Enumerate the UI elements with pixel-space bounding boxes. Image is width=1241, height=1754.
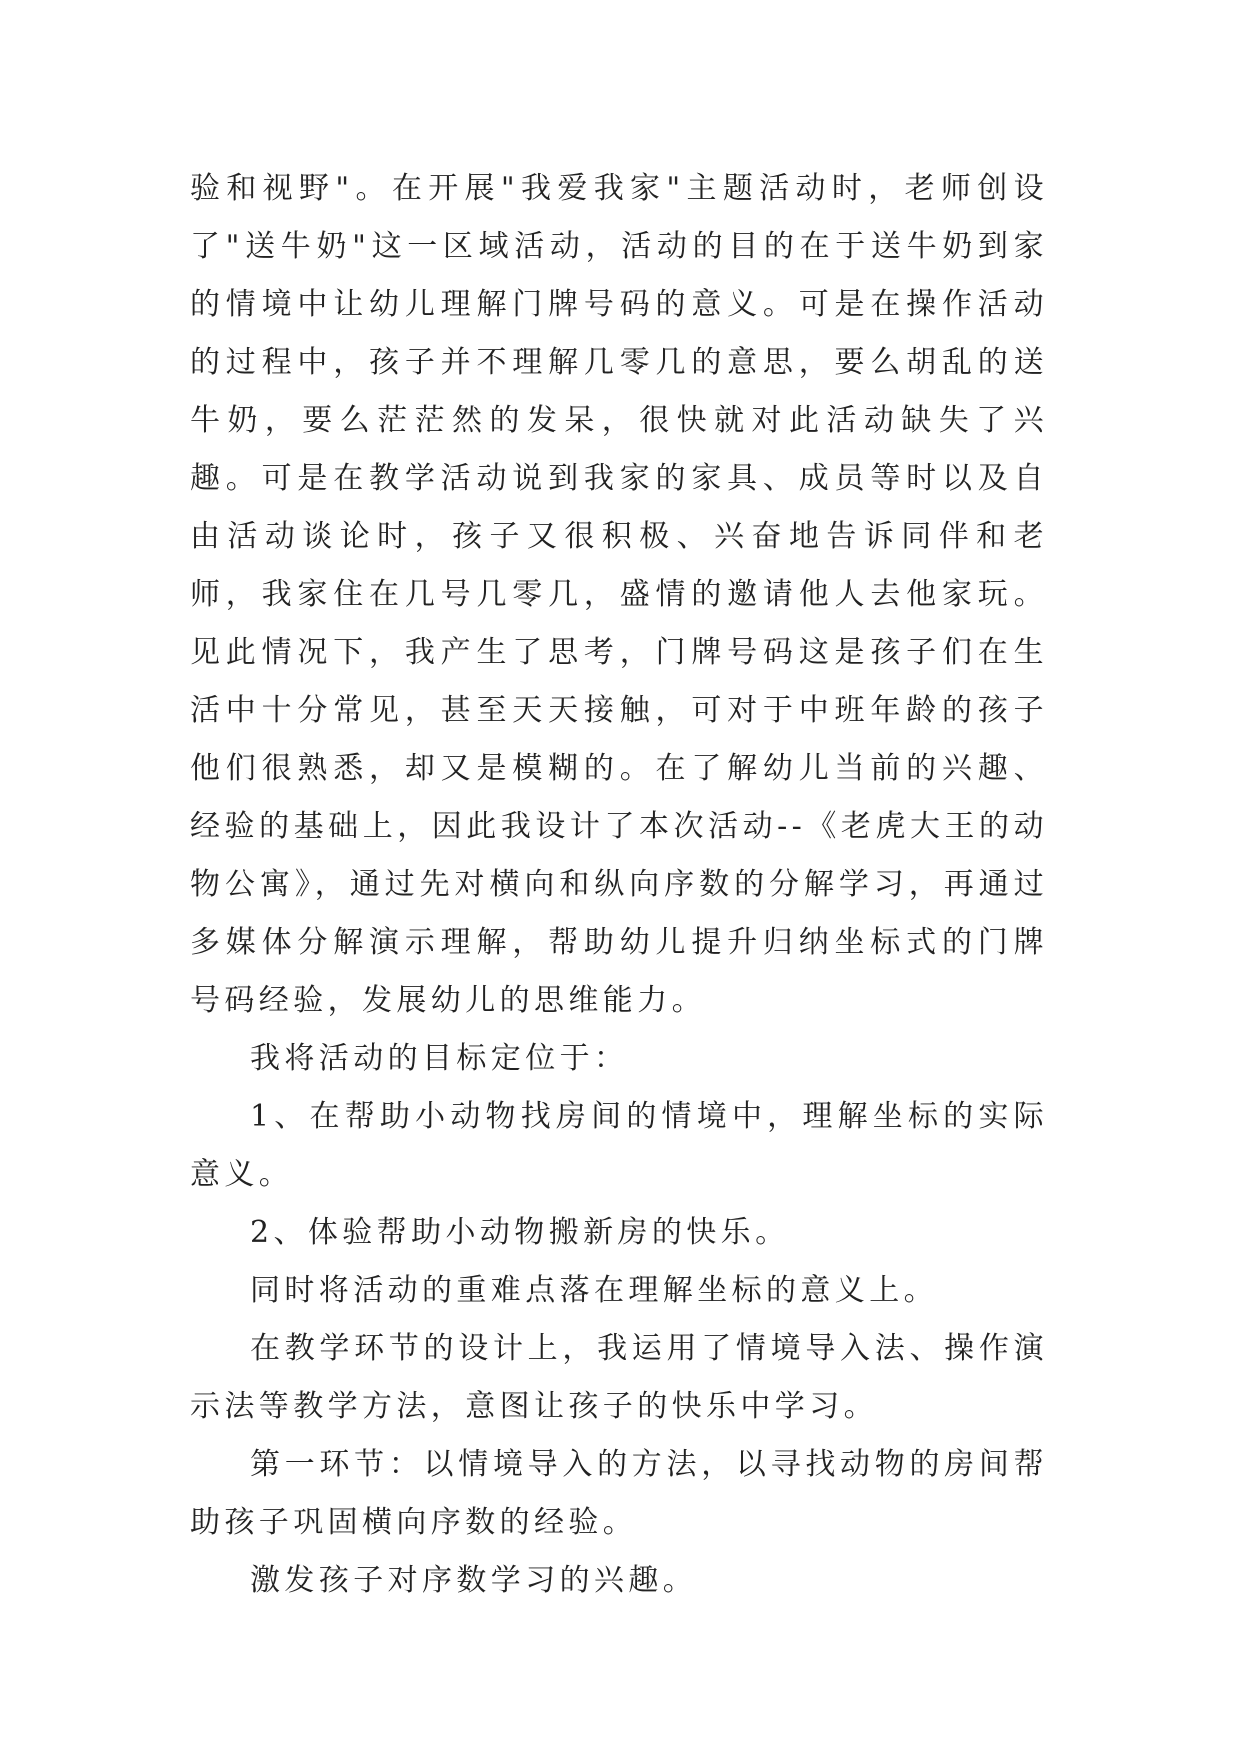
paragraph-key-points: 同时将活动的重难点落在理解坐标的意义上。 bbox=[250, 1273, 938, 1308]
paragraph-teaching-methods: 在教学环节的设计上，我运用了情境导入法、操作演示法等教学方法，意图让孩子的快乐中学习。 bbox=[190, 1331, 1048, 1424]
paragraph-continuation: 验和视野"。在开展"我爱我家"主题活动时，老师创设了"送牛奶"这一区域活动，活动的目的在于送牛奶到家的情境中让幼儿理解门牌号码的意义。可是在操作活动的过程中，孩子并不理解几零几的意思，要么胡乱的送牛奶，要么茫茫然的发呆，很快就对此活动缺失了兴趣。可是在教学活动说到我家的家具、成员等时以及自由活动谈论时，孩子又很积极、兴奋地告诉同伴和老师，我家住在几号几零几，盛情的邀请他人去他家玩。见此情况下，我产生了思考，门牌号码这是孩子们在生活中十分常见，甚至天天接触，可对于中班年龄的孩子他们很熟悉，却又是模糊的。在了解幼儿当前的兴趣、经验的基础上，因此我设计了本次活动--《老虎大王的动物公寓》，通过先对横向和纵向序数的分解学习，再通过多媒体分解演示理解，帮助幼儿提升归纳坐标式的门牌号码经验，发展幼儿的思维能力。 bbox=[190, 171, 1048, 1018]
paragraph-first-stage: 第一环节：以情境导入的方法，以寻找动物的房间帮助孩子巩固横向序数的经验。 bbox=[190, 1447, 1048, 1540]
paragraph-interest: 激发孩子对序数学习的兴趣。 bbox=[250, 1563, 698, 1598]
document-body bbox=[190, 160, 1048, 1610]
paragraph-goal-intro: 我将活动的目标定位于： bbox=[250, 1041, 629, 1076]
paragraph-goal-1: 1、在帮助小动物找房间的情境中，理解坐标的实际意义。 bbox=[190, 1099, 1048, 1192]
paragraph-goal-2: 2、体验帮助小动物搬新房的快乐。 bbox=[250, 1215, 790, 1250]
